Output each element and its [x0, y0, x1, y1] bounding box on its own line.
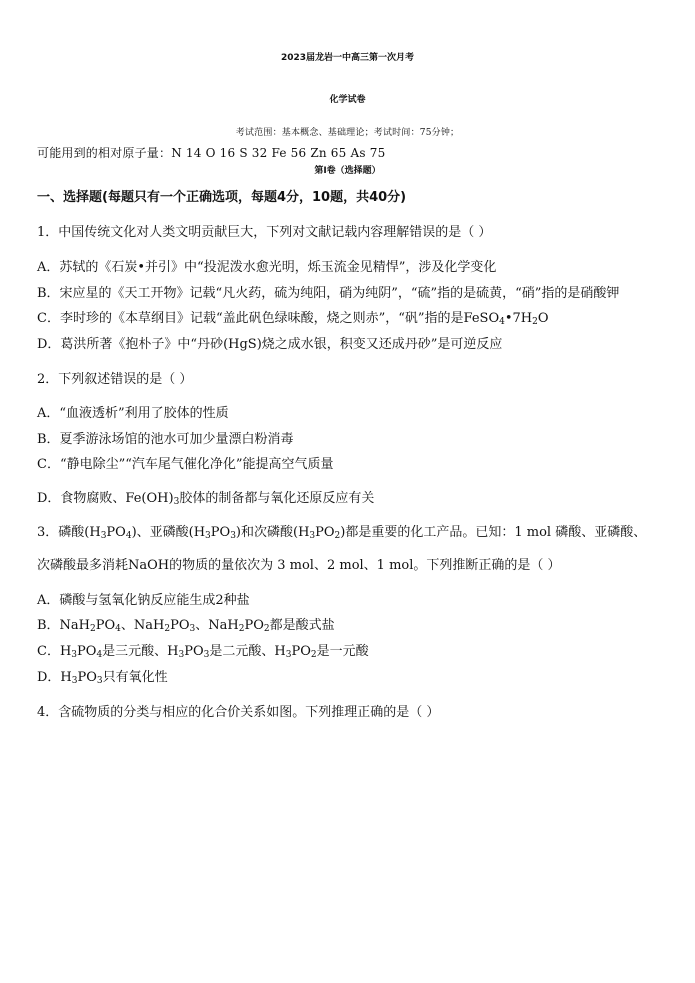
question-3-option-c: C．$H_3PO_4$是三元酸、$H_3PO_3$是二元酸、$H_3PO_2$是一元酸 [37, 644, 369, 660]
question-3-stem-line2: 次磷酸最多消耗NaOH的物质的量依次为 3 mol、2 mol、1 mol。下列推断正确的是（ ） [37, 558, 561, 573]
question-4-stem: 4．含硫物质的分类与相应的化合价关系如图。下列推理正确的是（ ） [37, 705, 440, 720]
part-heading: 第Ⅰ卷（选择题） [314, 166, 381, 176]
question-3-option-b: B．$NaH_2PO_4$、$NaH_2PO_3$、$NaH_2PO_2$都是酸式盐 [37, 618, 335, 634]
question-2-option-b: B．夏季游泳场馆的池水可加少量漂白粉消毒 [37, 432, 294, 447]
question-2-option-c: C．“静电除尘”“汽车尾气催化净化”能提高空气质量 [37, 457, 334, 472]
question-1-option-a: A．苏轼的《石炭•并引》中“投泥泼水愈光明，烁玉流金见精悍”，涉及化学变化 [37, 260, 497, 275]
question-2-option-a: A．“血液透析”利用了胶体的性质 [37, 406, 229, 421]
question-3-option-a: A．磷酸与氢氧化钠反应能生成2种盐 [37, 593, 250, 608]
question-3-stem-line1: 3．磷酸$(H_3PO_4)$、亚磷酸$(H_3PO_3)$和次磷酸$(H_3PO_2)$都是重要的化工产品。已知：1 mol 磷酸、亚磷酸、 [37, 525, 647, 541]
question-2-option-d: D．食物腐败、$Fe(OH)_3$胶体的制备都与氧化还原反应有关 [37, 491, 375, 507]
section-heading: 一、选择题(每题只有一个正确选项，每题4分，10题，共40分) [37, 190, 407, 205]
exam-title: 2023届龙岩一中高三第一次月考 [280, 53, 415, 63]
question-1-option-c: C．李时珍的《本草纲目》记载“盖此矾色绿味酸，烧之则赤”，“矾”指的是$FeSO_4•7H_2O$ [37, 311, 549, 327]
question-2-stem: 2．下列叙述错误的是（ ） [37, 372, 193, 387]
question-3-option-d: D．$H_3PO_3$只有氧化性 [37, 670, 168, 686]
question-1-option-b: B．宋应星的《天工开物》记载“凡火药，硫为纯阳，硝为纯阴”，“硫”指的是硫黄，“硝”指的是硝酸钾 [37, 286, 620, 301]
question-1-stem: 1．中国传统文化对人类文明贡献巨大，下列对文献记载内容理解错误的是（ ） [37, 225, 492, 240]
exam-subtitle: 化学试卷 [329, 95, 366, 105]
exam-scope: 考试范围：基本概念、基础理论；考试时间：75分钟； [235, 128, 460, 138]
atomic-masses: 可能用到的相对原子量：N 14 O 16 S 32 Fe 56 Zn 65 As 75 [37, 146, 386, 160]
question-1-option-d: D．葛洪所著《抱朴子》中“丹砂(HgS)烧之成水银，积变又还成丹砂”是可逆反应 [37, 337, 503, 352]
